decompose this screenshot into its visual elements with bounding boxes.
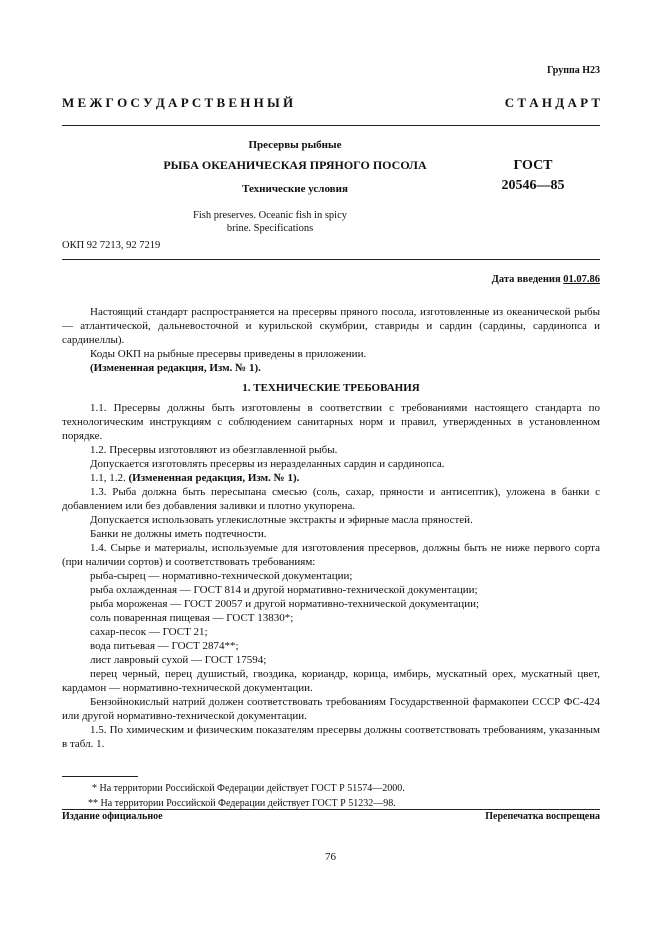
section-heading: 1. ТЕХНИЧЕСКИЕ ТРЕБОВАНИЯ (242, 382, 420, 394)
clause-1-3: 1.3. Рыба должна быть пересыпана смесью (соль, сахар, пряности и антисептик), уложена в банки с добавлением или без добавления заливки и плотно укупорена. (62, 486, 600, 512)
group-code: Группа Н23 (547, 65, 600, 76)
english-title (140, 209, 400, 235)
clause-1-5: 1.5. По химическим и физическим показателям пресервы должны соответствовать требованиям, указанным в табл. 1. (62, 724, 600, 750)
benzoate-paragraph: Бензойнокислый натрий должен соответствовать требованиям Государственной фармакопеи СССР ФС-424 или другой нормативно-технической документации. (62, 696, 600, 722)
scope-paragraph: Настоящий стандарт распространяется на пресервы пряного посола, изготовленные из океанической рыбы — атлантической, дальневосточной и курильской скумбрии, ставриды и сардин (сардины, сардинопса и сардинеллы). (62, 306, 600, 346)
footnote-1: * На территории Российской Федерации действует ГОСТ Р 51574—2000. (92, 783, 405, 794)
okp-note: Коды ОКП на рыбные пресервы приведены в приложении. (90, 348, 367, 360)
revision-clause-note: (Измененная редакция, Изм. № 1). (128, 472, 300, 484)
clause-1-3-cans: Банки не должны иметь подтечности. (90, 528, 267, 540)
page-number: 76 (325, 851, 336, 863)
clause-1-1: 1.1. Пресервы должны быть изготовлены в соответствии с требованиями настоящего стандарта по технологическим инструкциям с соблюдением санитарных норм и правил, утвержденных в установленном порядке. (62, 402, 600, 442)
reprint-prohibited: Перепечатка воспрещена (485, 811, 600, 822)
clause-1-4: 1.4. Сырье и материалы, используемые для изготовления пресервов, должны быть не ниже первого сорта (при наличии сортов) и соответствовать требованиям: (62, 542, 600, 568)
list-item: рыба охлажденная — ГОСТ 814 и другой нормативно-технической документации; (90, 584, 478, 596)
banner-word-standard: С Т А Н Д А Р Т (504, 95, 600, 110)
revision-clause-numbers: 1.1, 1.2. (90, 472, 129, 484)
revision-note: (Измененная редакция, Изм. № 1). (90, 362, 261, 374)
footer-rule (62, 809, 600, 810)
footnote-separator (62, 776, 138, 777)
document-title: РЫБА ОКЕАНИЧЕСКАЯ ПРЯНОГО ПОСОЛА (163, 158, 427, 172)
clause-1-2: 1.2. Пресервы изготовляют из обезглавленной рыбы. (90, 444, 338, 456)
effective-date-label: Дата введения (491, 274, 564, 285)
header-top-rule (62, 125, 600, 126)
footer (62, 811, 600, 822)
effective-date-value: 01.07.86 (563, 274, 600, 285)
list-item: рыба мороженая — ГОСТ 20057 и другой нормативно-технической документации; (90, 598, 480, 610)
clause-1-3-extracts: Допускается использовать углекислотные экстракты и эфирные масла пряностей. (90, 514, 473, 526)
english-title-line-1: Fish preserves. Oceanic fish in spicy (193, 210, 347, 221)
list-item: сахар-песок — ГОСТ 21; (90, 626, 208, 638)
document-subtitle: Технические условия (242, 183, 348, 195)
effective-date (492, 274, 600, 285)
official-edition: Издание официальное (62, 811, 163, 822)
spices-paragraph: перец черный, перец душистый, гвоздика, кориандр, корица, имбирь, мускатный орех, мускатный цвет, кардамон — нормативно-технической документации. (62, 668, 600, 694)
gost-designation (488, 156, 578, 196)
english-title-line-2: brine. Specifications (226, 223, 314, 234)
list-item: вода питьевая — ГОСТ 2874**; (90, 640, 239, 652)
footnote-2: ** На территории Российской Федерации действует ГОСТ Р 51232—98. (88, 798, 396, 809)
product-category: Пресервы рыбные (248, 139, 342, 151)
header-bottom-rule (62, 259, 600, 260)
standard-banner (62, 95, 600, 111)
document-body (62, 305, 600, 751)
banner-word-interstate: М Е Ж Г О С У Д А Р С Т В Е Н Н Ы Й (62, 95, 294, 110)
okp-codes: ОКП 92 7213, 92 7219 (62, 240, 161, 251)
list-item: лист лавровый сухой — ГОСТ 17594; (90, 654, 267, 666)
gost-number: 20546—85 (501, 178, 565, 193)
gost-label: ГОСТ (513, 158, 553, 173)
clause-1-1-1-2-revision (62, 471, 600, 485)
clause-1-2-allowance: Допускается изготовлять пресервы из неразделанных сардин и сардинопса. (90, 458, 445, 470)
list-item: рыба-сырец — нормативно-технической документации; (90, 570, 353, 582)
list-item: соль поваренная пищевая — ГОСТ 13830*; (90, 612, 294, 624)
